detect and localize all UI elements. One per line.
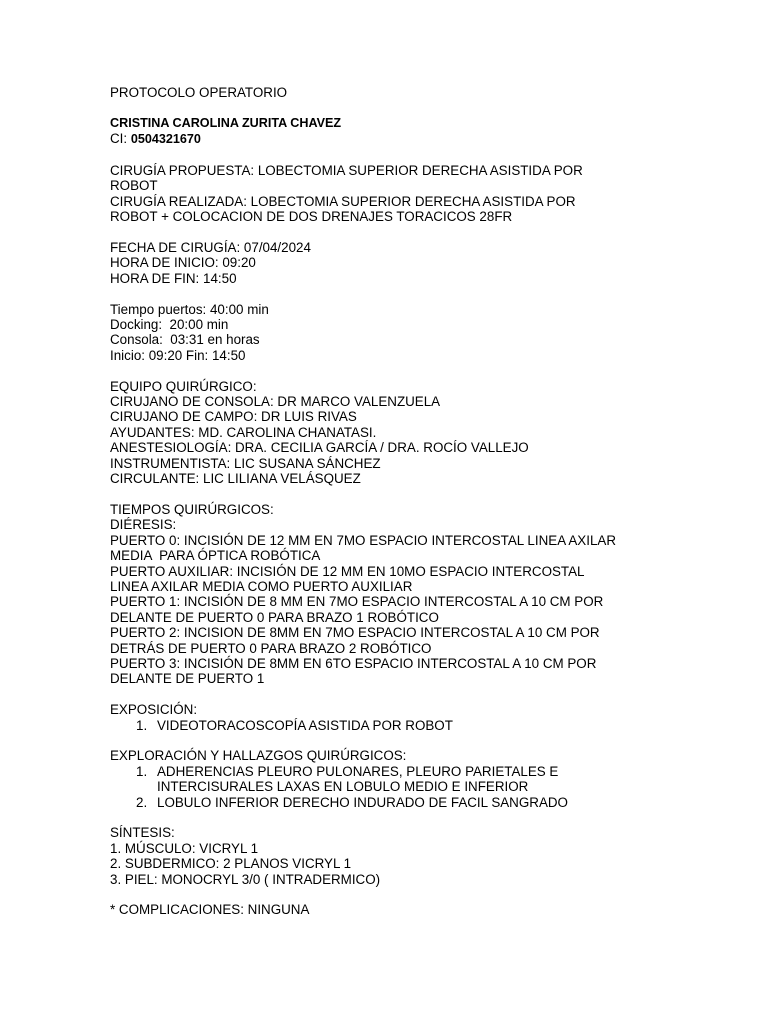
port-line: PUERTO 3: INCISIÓN DE 8MM EN 6TO ESPACIO INTERCOSTAL A 10 CM POR bbox=[110, 655, 597, 671]
spacer bbox=[110, 100, 750, 115]
end-time: HORA DE FIN: 14:50 bbox=[110, 270, 237, 286]
spacer bbox=[110, 486, 750, 501]
list-item bbox=[136, 717, 750, 733]
synthesis-heading: SÍNTESIS: bbox=[110, 825, 175, 841]
spacer bbox=[110, 148, 750, 163]
team-member: CIRUJANO DE CONSOLA: DR MARCO VALENZUELA bbox=[110, 394, 441, 410]
team-member: CIRCULANTE: LIC LILIANA VELÁSQUEZ bbox=[110, 471, 361, 487]
spacer bbox=[110, 733, 750, 748]
ports-time: Tiempo puertos: 40:00 min bbox=[110, 301, 269, 317]
port-line: PUERTO 2: INCISION DE 8MM EN 7MO ESPACIO INTERCOSTAL A 10 CM POR bbox=[110, 625, 600, 641]
team-member: INSTRUMENTISTA: LIC SUSANA SÁNCHEZ bbox=[110, 455, 381, 471]
spacer bbox=[110, 225, 750, 240]
port-line: LINEA AXILAR MEDIA COMO PUERTO AUXILIAR bbox=[110, 578, 413, 594]
complications: * COMPLICACIONES: NINGUNA bbox=[110, 902, 310, 918]
port-line: PUERTO 0: INCISIÓN DE 12 MM EN 7MO ESPACIO INTERCOSTAL LINEA AXILAR bbox=[110, 532, 616, 548]
list-item bbox=[136, 794, 750, 810]
list-item-text: INTERCISURALES LAXAS EN LOBULO MEDIO E INFERIOR bbox=[157, 779, 529, 795]
list-item-number: 2. bbox=[136, 794, 148, 810]
exposition-heading: EXPOSICIÓN: bbox=[110, 702, 198, 718]
list-item bbox=[136, 763, 750, 795]
team-member: AYUDANTES: MD. CAROLINA CHANATASI. bbox=[110, 424, 377, 440]
list-item-number: 1. bbox=[136, 717, 148, 733]
team-member: ANESTESIOLOGÍA: DRA. CECILIA GARCÍA / DRA. ROCÍO VALLEJO bbox=[110, 440, 529, 456]
synthesis-item: 1. MÚSCULO: VICRYL 1 bbox=[110, 840, 259, 856]
document-title: PROTOCOLO OPERATORIO bbox=[110, 85, 288, 100]
port-line: DETRÁS DE PUERTO 0 PARA BRAZO 2 ROBÓTICO bbox=[110, 640, 432, 656]
spacer bbox=[110, 887, 750, 902]
findings-heading: EXPLORACIÓN Y HALLAZGOS QUIRÚRGICOS: bbox=[110, 748, 407, 764]
patient-ci bbox=[110, 131, 750, 147]
spacer bbox=[110, 687, 750, 702]
list-item-text: VIDEOTORACOSCOPÍA ASISTIDA POR ROBOT bbox=[157, 717, 453, 733]
spacer bbox=[110, 810, 750, 825]
dieresis-heading: DIÉRESIS: bbox=[110, 517, 177, 533]
team-heading: EQUIPO QUIRÚRGICO: bbox=[110, 378, 257, 394]
port-line: PUERTO AUXILIAR: INCISIÓN DE 12 MM EN 10MO ESPACIO INTERCOSTAL bbox=[110, 563, 585, 579]
port-line: DELANTE DE PUERTO 0 PARA BRAZO 1 ROBÓTICO bbox=[110, 609, 439, 625]
port-line: PUERTO 1: INCISIÓN DE 8 MM EN 7MO ESPACIO INTERCOSTAL A 10 CM POR bbox=[110, 594, 604, 610]
spacer bbox=[110, 286, 750, 301]
ci-number: 0504321670 bbox=[130, 132, 201, 147]
proposed-surgery-line: ROBOT bbox=[110, 178, 158, 194]
performed-surgery-line: CIRUGÍA REALIZADA: LOBECTOMIA SUPERIOR DERECHA ASISTIDA POR bbox=[110, 193, 576, 209]
start-end-time: Inicio: 09:20 Fin: 14:50 bbox=[110, 347, 246, 363]
start-time: HORA DE INICIO: 09:20 bbox=[110, 255, 256, 271]
list-item-number: 1. bbox=[136, 763, 148, 779]
spacer bbox=[110, 363, 750, 378]
ci-label: CI: bbox=[110, 131, 131, 147]
synthesis-item: 3. PIEL: MONOCRYL 3/0 ( INTRADERMICO) bbox=[110, 871, 381, 887]
patient-name: CRISTINA CAROLINA ZURITA CHAVEZ bbox=[110, 115, 342, 130]
list-item-text: ADHERENCIAS PLEURO PULONARES, PLEURO PARIETALES E bbox=[157, 763, 559, 779]
performed-surgery-line: ROBOT + COLOCACION DE DOS DRENAJES TORACICOS 28FR bbox=[110, 209, 513, 225]
findings-list bbox=[110, 764, 750, 810]
port-line: MEDIA PARA ÓPTICA ROBÓTICA bbox=[110, 548, 321, 564]
console-time: Consola: 03:31 en horas bbox=[110, 332, 260, 348]
proposed-surgery-line: CIRUGÍA PROPUESTA: LOBECTOMIA SUPERIOR DERECHA ASISTIDA POR bbox=[110, 163, 583, 178]
list-item-text: LOBULO INFERIOR DERECHO INDURADO DE FACIL SANGRADO bbox=[157, 794, 568, 810]
exposition-list bbox=[110, 718, 750, 733]
document-page bbox=[110, 85, 750, 918]
surgical-times-heading: TIEMPOS QUIRÚRGICOS: bbox=[110, 501, 274, 517]
synthesis-item: 2. SUBDERMICO: 2 PLANOS VICRYL 1 bbox=[110, 856, 352, 872]
team-member: CIRUJANO DE CAMPO: DR LUIS RIVAS bbox=[110, 409, 357, 425]
surgery-date: FECHA DE CIRUGÍA: 07/04/2024 bbox=[110, 240, 311, 256]
port-line: DELANTE DE PUERTO 1 bbox=[110, 671, 265, 687]
docking-time: Docking: 20:00 min bbox=[110, 317, 229, 333]
